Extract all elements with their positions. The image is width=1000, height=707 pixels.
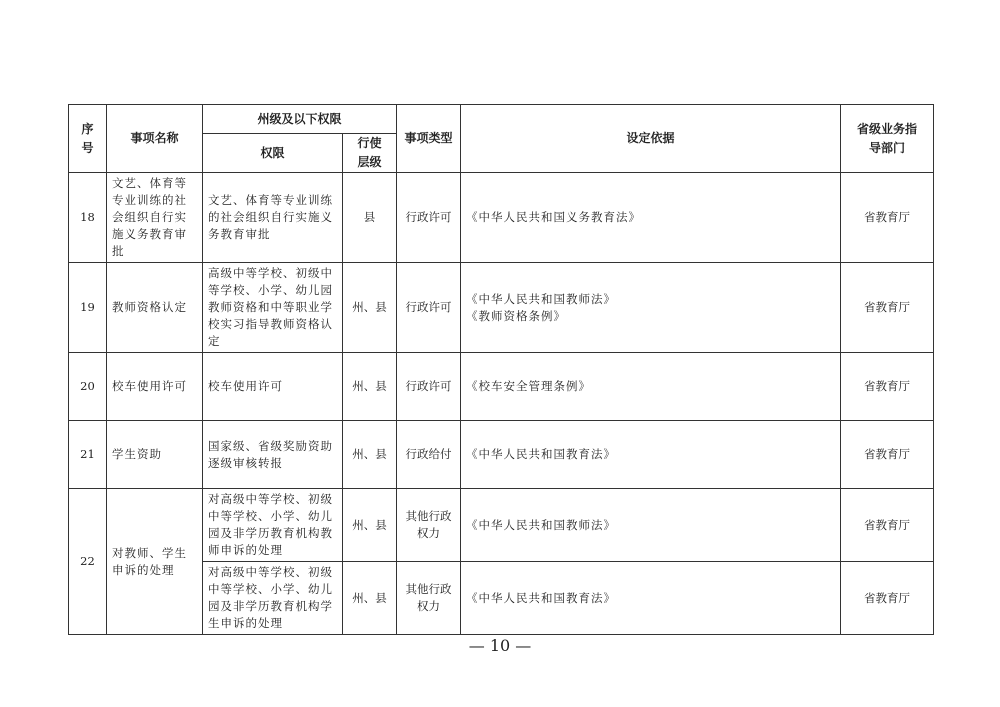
row-type: 行政许可	[397, 173, 461, 263]
row-name: 文艺、体育等专业训练的社会组织自行实施义务教育审批	[107, 173, 203, 263]
row-basis	[461, 421, 841, 489]
row-dept: 省教育厅	[841, 353, 934, 421]
row-type: 其他行政权力	[397, 489, 461, 562]
row-type: 行政许可	[397, 353, 461, 421]
row-authority: 国家级、省级奖励资助逐级审核转报	[203, 421, 343, 489]
row-level: 州、县	[343, 489, 397, 562]
row-seq: 18	[69, 173, 107, 263]
row-dept: 省教育厅	[841, 263, 934, 353]
header-type: 事项类型	[397, 105, 461, 173]
table-row	[69, 421, 934, 489]
header-seq: 序号	[69, 105, 107, 173]
row-basis	[461, 489, 841, 562]
row-name: 校车使用许可	[107, 353, 203, 421]
basis-item: 《中华人民共和国教师法》	[466, 291, 617, 306]
row-seq: 22	[69, 489, 107, 635]
table-row	[69, 489, 934, 562]
basis-item: 《教师资格条例》	[466, 308, 567, 323]
row-type: 行政给付	[397, 421, 461, 489]
page-number: — 10 —	[468, 636, 532, 655]
row-basis	[461, 173, 841, 263]
row-level: 州、县	[343, 421, 397, 489]
row-authority: 对高级中等学校、初级中等学校、小学、幼儿园及非学历教育机构教师申诉的处理	[203, 489, 343, 562]
row-name: 教师资格认定	[107, 263, 203, 353]
row-authority: 文艺、体育等专业训练的社会组织自行实施义务教育审批	[203, 173, 343, 263]
header-authority: 权限	[203, 134, 343, 173]
basis-item: 《校车安全管理条例》	[466, 379, 592, 393]
row-type: 其他行政权力	[397, 562, 461, 635]
permissions-table	[68, 104, 934, 635]
row-type: 行政许可	[397, 263, 461, 353]
table-row	[69, 173, 934, 263]
header-basis: 设定依据	[461, 105, 841, 173]
row-seq: 19	[69, 263, 107, 353]
header-group: 州级及以下权限	[203, 105, 397, 134]
row-authority: 高级中等学校、初级中等学校、小学、幼儿园教师资格和中等职业学校实习指导教师资格认定	[203, 263, 343, 353]
basis-item: 《中华人民共和国义务教育法》	[466, 210, 642, 224]
row-dept: 省教育厅	[841, 489, 934, 562]
table-row	[69, 353, 934, 421]
row-dept: 省教育厅	[841, 421, 934, 489]
basis-item: 《中华人民共和国教育法》	[466, 590, 617, 605]
row-dept: 省教育厅	[841, 173, 934, 263]
basis-item: 《中华人民共和国教师法》	[466, 517, 617, 532]
table-row	[69, 263, 934, 353]
row-level: 州、县	[343, 353, 397, 421]
row-name: 对教师、学生申诉的处理	[107, 489, 203, 635]
row-level: 县	[343, 173, 397, 263]
basis-item: 《中华人民共和国教育法》	[466, 447, 617, 461]
row-dept: 省教育厅	[841, 562, 934, 635]
row-basis	[461, 562, 841, 635]
row-authority: 校车使用许可	[203, 353, 343, 421]
row-level: 州、县	[343, 562, 397, 635]
row-authority: 对高级中等学校、初级中等学校、小学、幼儿园及非学历教育机构学生申诉的处理	[203, 562, 343, 635]
header-level: 行使层级	[343, 134, 397, 173]
row-seq: 20	[69, 353, 107, 421]
row-level: 州、县	[343, 263, 397, 353]
row-name: 学生资助	[107, 421, 203, 489]
header-name: 事项名称	[107, 105, 203, 173]
header-dept: 省级业务指导部门	[841, 105, 934, 173]
row-basis	[461, 353, 841, 421]
row-basis	[461, 263, 841, 353]
row-seq: 21	[69, 421, 107, 489]
